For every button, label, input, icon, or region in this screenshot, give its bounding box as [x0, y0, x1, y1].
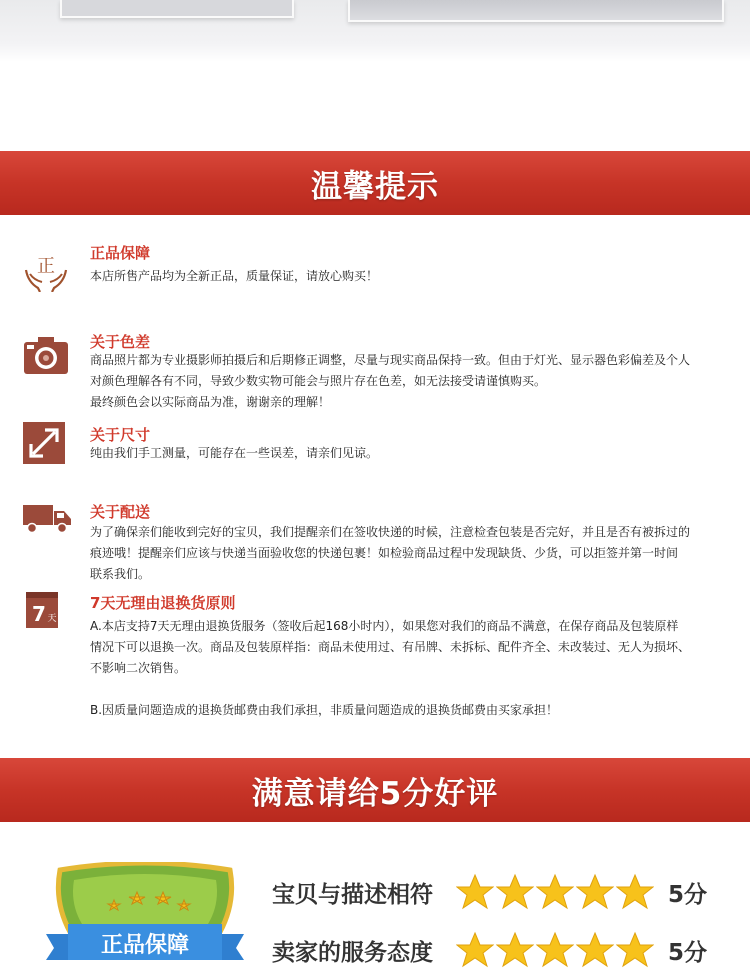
tip-title: 关于配送 — [90, 503, 151, 521]
rating-stars — [456, 873, 654, 911]
tip-line: 不影响二次销售。 — [90, 661, 187, 675]
rating-row — [272, 872, 707, 912]
rating-banner-title: 满意请给5分好评 — [251, 775, 499, 812]
star-icon — [576, 931, 614, 969]
tip-line: 情况下可以退换一次。商品及包装原样指：商品未使用过、有吊牌、未拆标、配件齐全、未改装过、无人为损坏、 — [90, 640, 691, 654]
rating-score: 5分 — [668, 881, 708, 908]
tip-body — [90, 350, 750, 413]
star-icon — [576, 873, 614, 911]
calendar-7-icon — [22, 588, 62, 632]
calendar-unit: 天 — [47, 614, 57, 624]
rating-row — [272, 930, 707, 970]
tip-line: 纯由我们手工测量，可能存在一些误差，请亲们见谅。 — [90, 446, 379, 460]
tip-title: 关于尺寸 — [90, 426, 151, 444]
tips-banner — [0, 151, 750, 215]
calendar-number: 7 — [32, 602, 46, 626]
tip-body — [90, 522, 750, 585]
truck-icon — [22, 502, 72, 534]
rating-label: 卖家的服务态度 — [272, 939, 433, 966]
camera-icon — [22, 334, 70, 378]
tip-line: 痕迹哦！提醒亲们应该与快递当面验收您的快递包裹！如检验商品过程中发现缺货、少货，可以拒签并第一时间 — [90, 546, 679, 560]
tip-line: 为了确保亲们能收到完好的宝贝，我们提醒亲们在签收快递的时候，注意检查包装是否完好，并且是否有被拆过的 — [90, 525, 691, 539]
rating-banner — [0, 758, 750, 822]
genuine-badge — [40, 862, 250, 960]
tip-line: B.因质量问题造成的退换货邮费由我们承担，非质量问题造成的退换货邮费由买家承担！ — [90, 703, 559, 717]
tip-line: 联系我们。 — [90, 567, 151, 581]
tip-title: 7天无理由退换货原则 — [90, 594, 236, 612]
tip-line: 本店所售产品均为全新正品，质量保证，请放心购买！ — [90, 269, 379, 283]
tip-line: A.本店支持7天无理由退换货服务（签收后起168小时内），如果您对我们的商品不满意，在保存商品及包装原样 — [90, 619, 679, 633]
resize-arrow-icon — [22, 421, 66, 465]
star-icon — [536, 873, 574, 911]
star-icon — [456, 873, 494, 911]
tip-line: 对颜色理解各有不同，导致少数实物可能会与照片存在色差，如无法接受请谨慎购买。 — [90, 374, 547, 388]
star-icon — [496, 931, 534, 969]
star-icon — [536, 931, 574, 969]
photo-frame-left — [60, 0, 294, 18]
tips-banner-title: 温馨提示 — [311, 168, 439, 205]
rating-label: 宝贝与描述相符 — [272, 881, 433, 908]
tip-body — [90, 443, 750, 464]
star-icon — [616, 873, 654, 911]
rating-score: 5分 — [668, 939, 708, 966]
badge-label: 正品保障 — [100, 933, 190, 958]
photo-frame-right — [348, 0, 724, 22]
tip-line — [90, 679, 750, 700]
star-icon — [496, 873, 534, 911]
star-icon — [616, 931, 654, 969]
hands-icon — [22, 248, 70, 292]
tip-line: 最终颜色会以实际商品为准，谢谢亲的理解！ — [90, 395, 331, 409]
tip-body — [90, 616, 750, 721]
star-icon — [456, 931, 494, 969]
tip-title: 关于色差 — [90, 333, 151, 351]
hands-icon-char: 正 — [37, 256, 55, 277]
tip-line: 商品照片都为专业摄影师拍摄后和后期修正调整，尽量与现实商品保持一致。但由于灯光、显示器色彩偏差及个人 — [90, 353, 691, 367]
rating-stars — [456, 931, 654, 969]
tip-title: 正品保障 — [90, 244, 151, 262]
tip-body — [90, 266, 750, 287]
product-photo-strip — [0, 0, 750, 62]
